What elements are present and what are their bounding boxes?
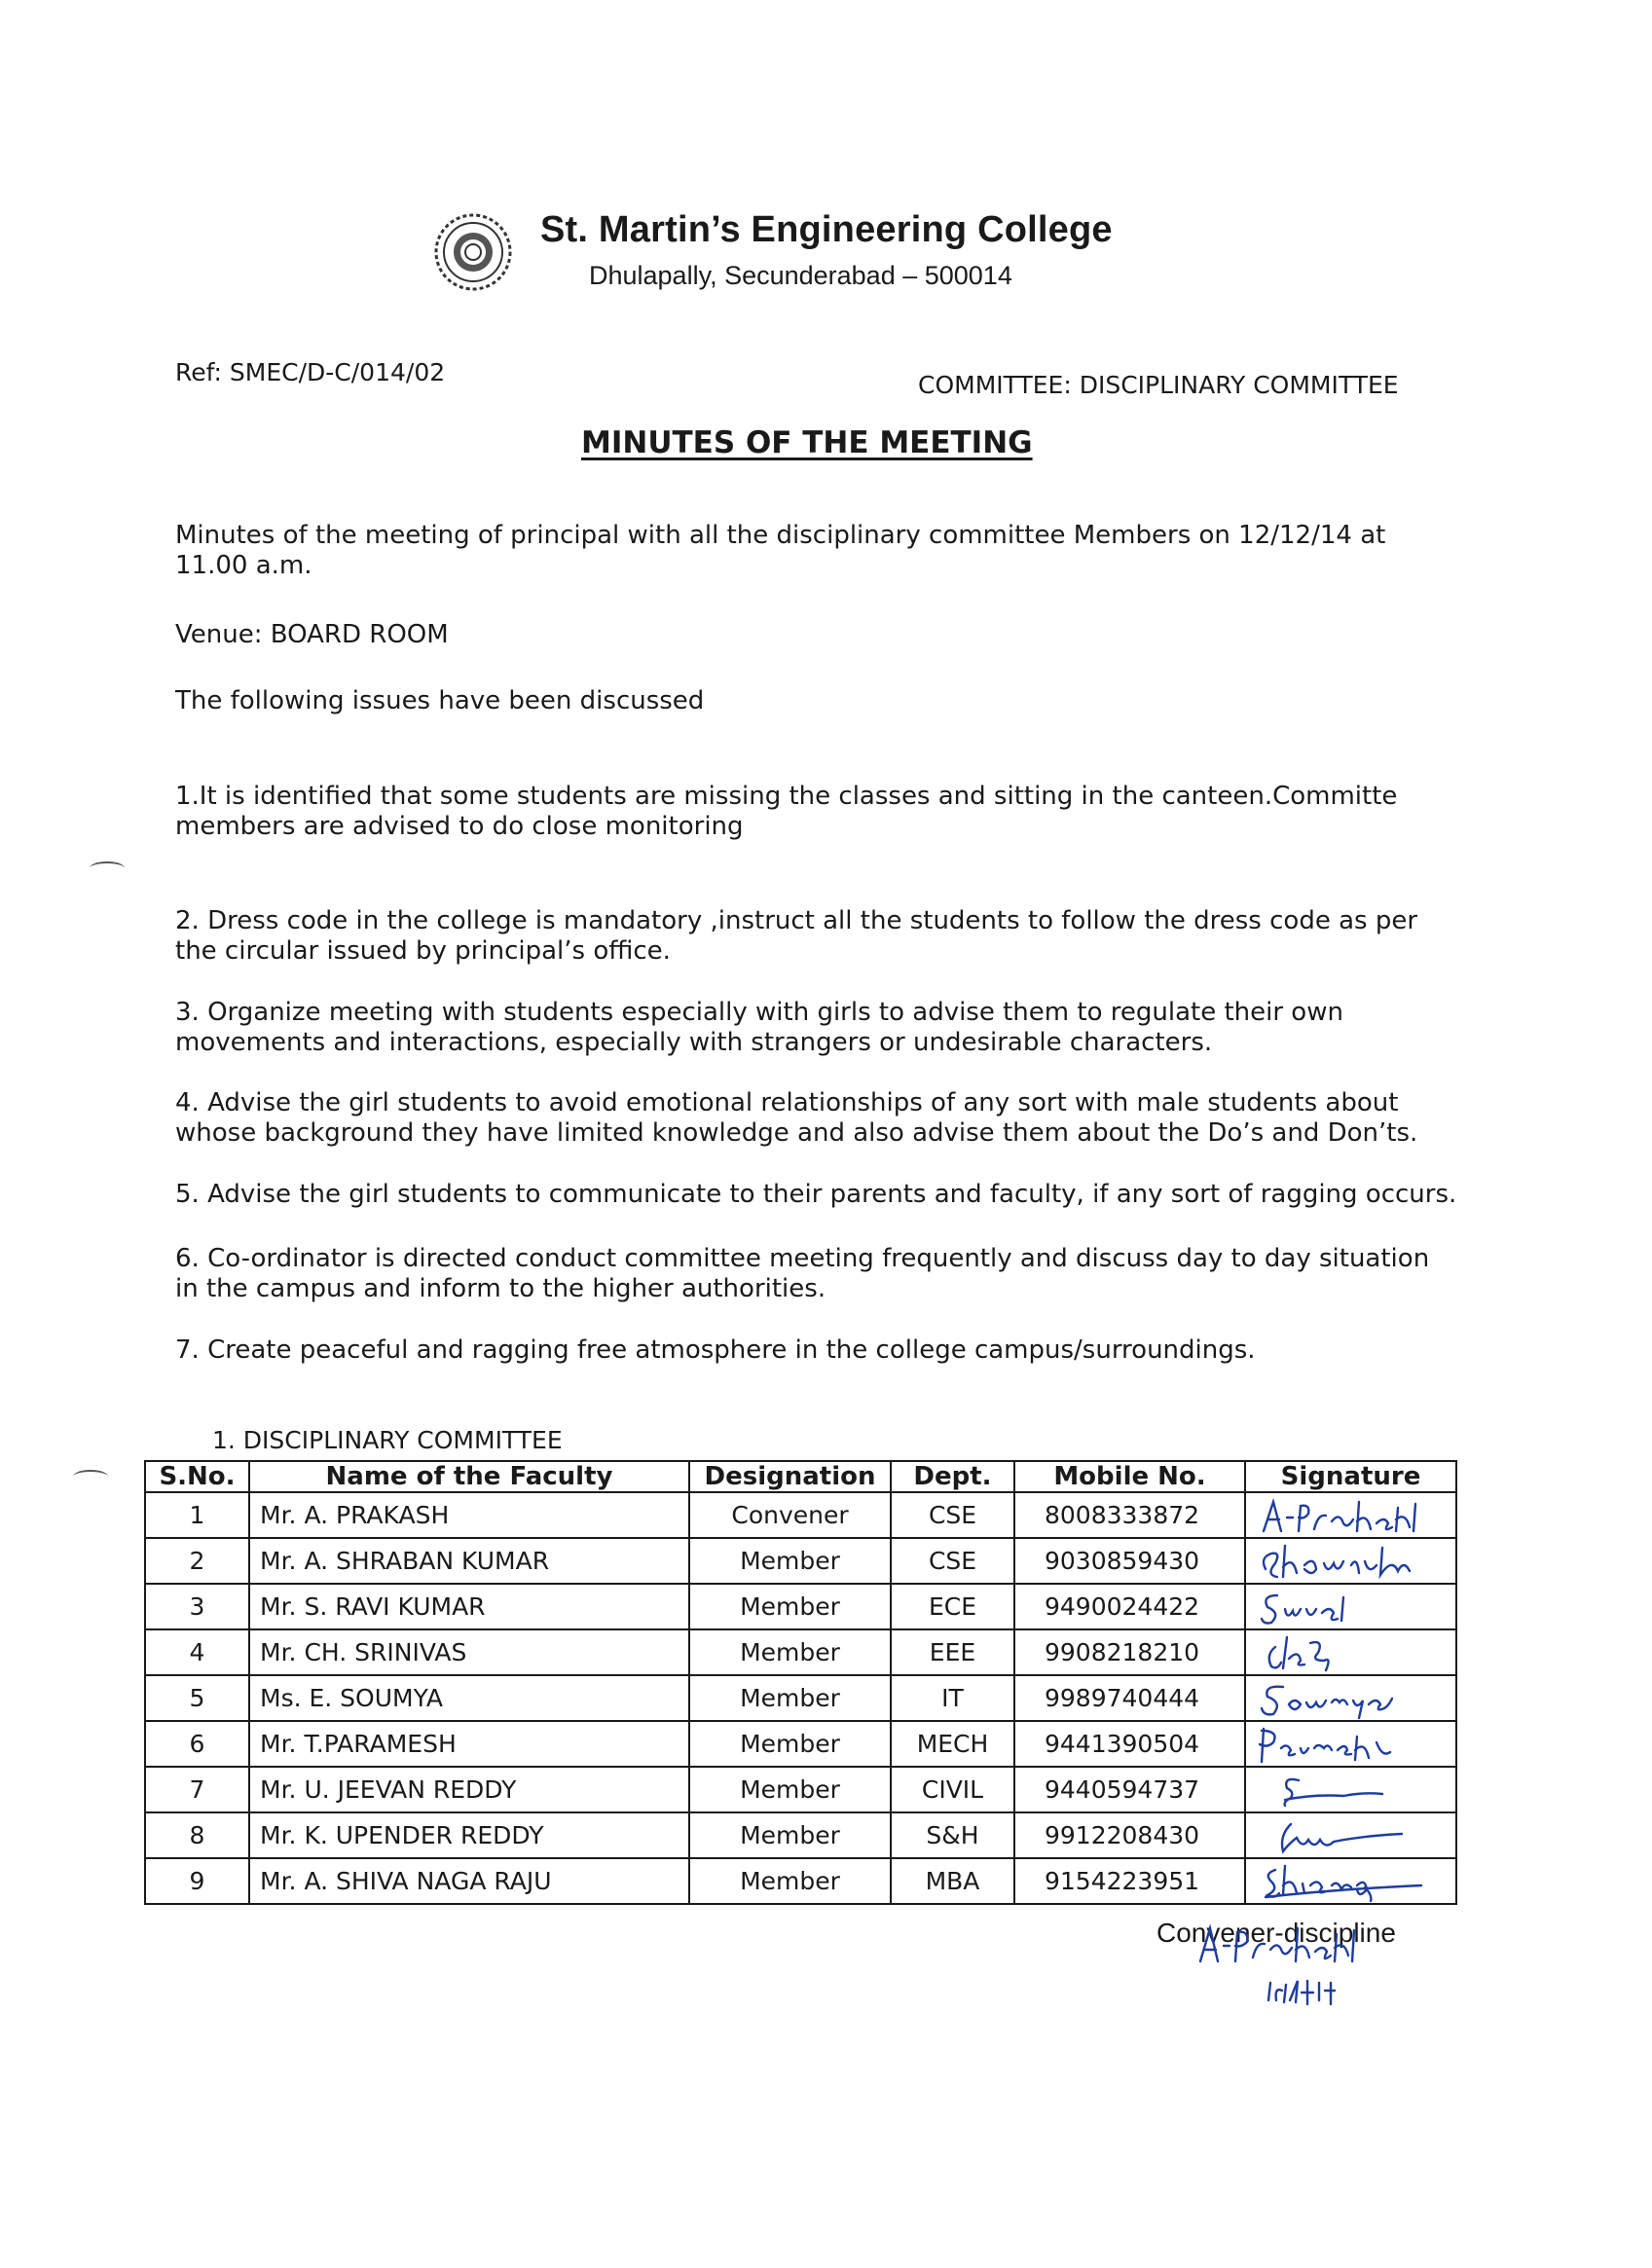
table-row xyxy=(145,1721,1456,1767)
dept-cell: MBA xyxy=(891,1858,1014,1904)
name-cell: Mr. U. JEEVAN REDDY xyxy=(249,1767,689,1812)
table-row xyxy=(145,1858,1456,1904)
document-title: MINUTES OF THE MEETING xyxy=(581,425,1033,460)
college-address: Dhulapally, Secunderabad – 500014 xyxy=(589,261,1012,290)
signature-cell xyxy=(1245,1629,1456,1675)
signature-cell xyxy=(1245,1538,1456,1584)
reference-number: Ref: SMEC/D-C/014/02 xyxy=(175,358,446,386)
handwritten-signature xyxy=(1256,1586,1446,1628)
meeting-venue: Venue: BOARD ROOM xyxy=(175,620,449,649)
table-header-row xyxy=(145,1461,1456,1492)
designation-cell: Member xyxy=(689,1675,891,1721)
discussion-point: 6. Co-ordinator is directed conduct committee meeting frequently and discuss day to day situation in the campus and inform to the higher authorities. xyxy=(175,1244,1430,1303)
sno-cell: 9 xyxy=(145,1858,249,1904)
discussion-point: 2. Dress code in the college is mandatory ,instruct all the students to follow the dress code as per the circular issued by principal’s office. xyxy=(175,906,1418,966)
convener-label: Convener-discipline xyxy=(1156,1918,1396,1948)
name-cell: Mr. K. UPENDER REDDY xyxy=(249,1812,689,1858)
mobile-cell: 9989740444 xyxy=(1014,1675,1245,1721)
sno-cell: 3 xyxy=(145,1584,249,1629)
signature-cell xyxy=(1245,1675,1456,1721)
designation-cell: Member xyxy=(689,1629,891,1675)
table-row xyxy=(145,1767,1456,1812)
name-cell: Mr. T.PARAMESH xyxy=(249,1721,689,1767)
sno-cell: 1 xyxy=(145,1492,249,1538)
designation-cell: Member xyxy=(689,1584,891,1629)
college-name: St. Martin’s Engineering College xyxy=(540,209,1113,250)
sno-cell: 2 xyxy=(145,1538,249,1584)
mobile-cell: 9030859430 xyxy=(1014,1538,1245,1584)
designation-cell: Member xyxy=(689,1812,891,1858)
designation-cell: Member xyxy=(689,1721,891,1767)
college-seal-icon xyxy=(433,212,513,292)
table-row xyxy=(145,1675,1456,1721)
punch-mark xyxy=(73,1470,108,1483)
convener-signature xyxy=(1193,1922,1446,2010)
dept-cell: IT xyxy=(891,1675,1014,1721)
designation-cell: Member xyxy=(689,1858,891,1904)
mobile-cell: 9154223951 xyxy=(1014,1858,1245,1904)
column-header: Name of the Faculty xyxy=(249,1461,689,1492)
discussion-point: 4. Advise the girl students to avoid emotional relationships of any sort with male students about whose background they have limited knowledge and also advise them about the Do’s and Don’ts. xyxy=(175,1088,1418,1148)
name-cell: Mr. A. PRAKASH xyxy=(249,1492,689,1538)
designation-cell: Member xyxy=(689,1538,891,1584)
column-header: Mobile No. xyxy=(1014,1461,1245,1492)
column-header: Dept. xyxy=(891,1461,1014,1492)
handwritten-signature xyxy=(1256,1494,1446,1537)
column-header: Designation xyxy=(689,1461,891,1492)
dept-cell: CIVIL xyxy=(891,1767,1014,1812)
committee-name: COMMITTEE: DISCIPLINARY COMMITTEE xyxy=(918,371,1399,399)
signature-cell xyxy=(1245,1492,1456,1538)
sno-cell: 5 xyxy=(145,1675,249,1721)
table-row xyxy=(145,1538,1456,1584)
mobile-cell: 9912208430 xyxy=(1014,1812,1245,1858)
discussion-point: 5. Advise the girl students to communicate to their parents and faculty, if any sort of ragging occurs. xyxy=(175,1180,1457,1209)
dept-cell: CSE xyxy=(891,1538,1014,1584)
signature-cell xyxy=(1245,1767,1456,1812)
table-row xyxy=(145,1492,1456,1538)
signature-cell xyxy=(1245,1858,1456,1904)
mobile-cell: 9490024422 xyxy=(1014,1584,1245,1629)
name-cell: Mr. A. SHRABAN KUMAR xyxy=(249,1538,689,1584)
handwritten-signature xyxy=(1256,1814,1446,1857)
meeting-intro: Minutes of the meeting of principal with all the disciplinary committee Members on 12/12/14 at 11.00 a.m. xyxy=(175,521,1386,580)
name-cell: Mr. A. SHIVA NAGA RAJU xyxy=(249,1858,689,1904)
mobile-cell: 8008333872 xyxy=(1014,1492,1245,1538)
discussion-point: 1.It is identified that some students are missing the classes and sitting in the canteen.Committe members are advised to do close monitoring xyxy=(175,782,1398,841)
sno-cell: 8 xyxy=(145,1812,249,1858)
designation-cell: Convener xyxy=(689,1492,891,1538)
discussed-intro: The following issues have been discussed xyxy=(175,686,705,715)
punch-mark xyxy=(90,861,125,875)
column-header: S.No. xyxy=(145,1461,249,1492)
mobile-cell: 9441390504 xyxy=(1014,1721,1245,1767)
table-row xyxy=(145,1584,1456,1629)
dept-cell: EEE xyxy=(891,1629,1014,1675)
sno-cell: 4 xyxy=(145,1629,249,1675)
sno-cell: 7 xyxy=(145,1767,249,1812)
name-cell: Ms. E. SOUMYA xyxy=(249,1675,689,1721)
dept-cell: MECH xyxy=(891,1721,1014,1767)
committee-members-table xyxy=(144,1460,1457,1905)
designation-cell: Member xyxy=(689,1767,891,1812)
mobile-cell: 9908218210 xyxy=(1014,1629,1245,1675)
column-header: Signature xyxy=(1245,1461,1456,1492)
dept-cell: ECE xyxy=(891,1584,1014,1629)
handwritten-signature xyxy=(1256,1723,1446,1766)
table-row xyxy=(145,1812,1456,1858)
handwritten-signature xyxy=(1256,1631,1446,1674)
dept-cell: CSE xyxy=(891,1492,1014,1538)
sno-cell: 6 xyxy=(145,1721,249,1767)
table-heading: 1. DISCIPLINARY COMMITTEE xyxy=(212,1426,563,1454)
table-row xyxy=(145,1629,1456,1675)
mobile-cell: 9440594737 xyxy=(1014,1767,1245,1812)
dept-cell: S&H xyxy=(891,1812,1014,1858)
handwritten-signature xyxy=(1256,1860,1446,1903)
handwritten-signature xyxy=(1256,1677,1446,1720)
signature-cell xyxy=(1245,1584,1456,1629)
signature-cell xyxy=(1245,1812,1456,1858)
handwritten-signature xyxy=(1256,1769,1446,1811)
name-cell: Mr. S. RAVI KUMAR xyxy=(249,1584,689,1629)
handwritten-signature xyxy=(1256,1540,1446,1583)
name-cell: Mr. CH. SRINIVAS xyxy=(249,1629,689,1675)
discussion-point: 3. Organize meeting with students especially with girls to advise them to regulate their own movements and interactions, especially with strangers or undesirable characters. xyxy=(175,998,1343,1057)
discussion-point: 7. Create peaceful and ragging free atmosphere in the college campus/surroundings. xyxy=(175,1335,1256,1365)
signature-cell xyxy=(1245,1721,1456,1767)
